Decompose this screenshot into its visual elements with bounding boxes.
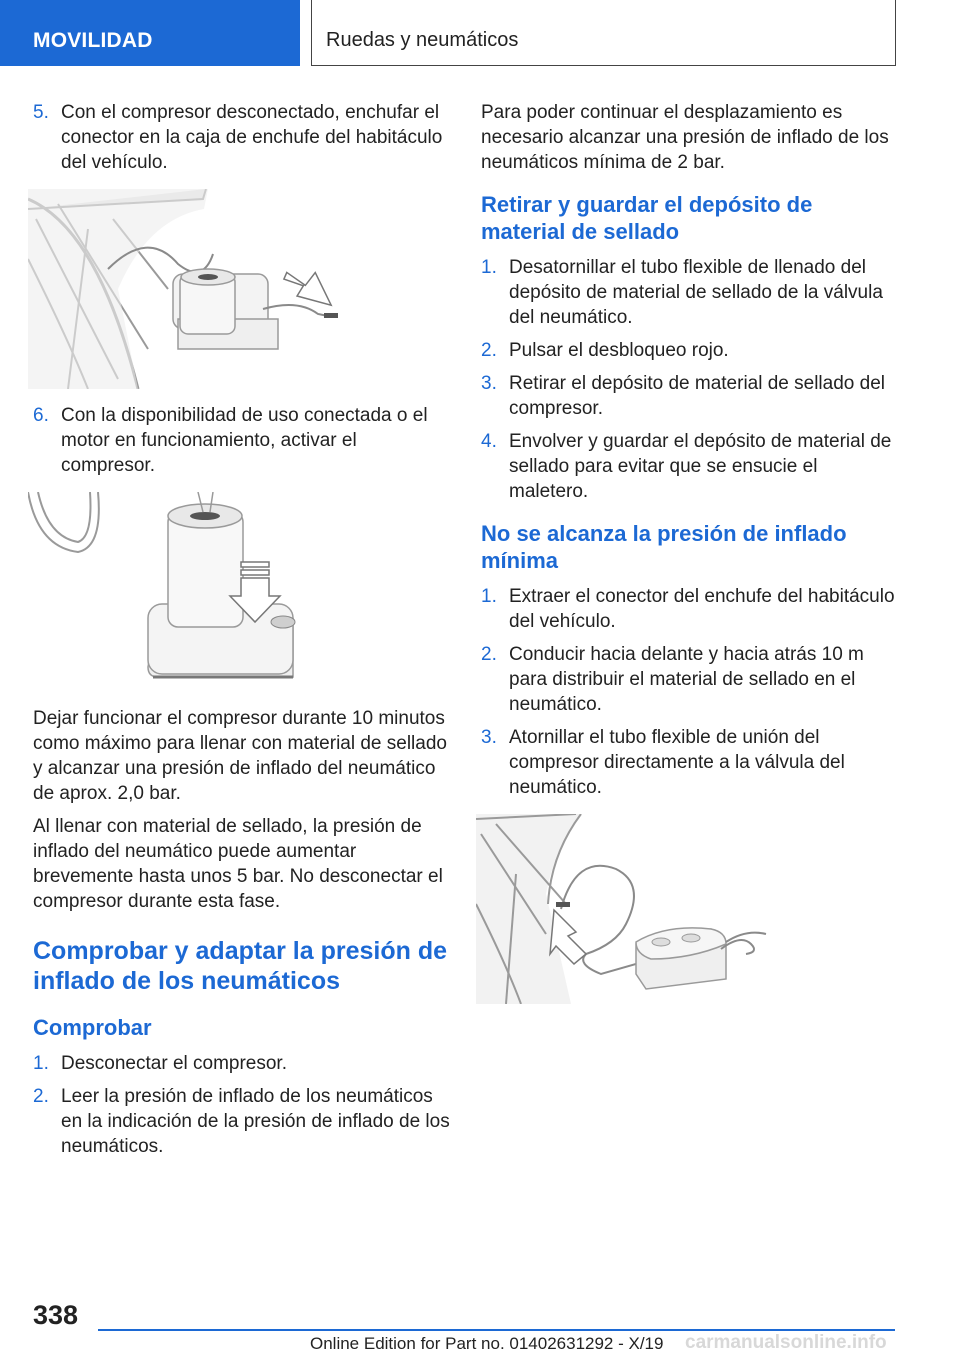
header-chapter-box bbox=[311, 0, 896, 66]
footer-divider bbox=[98, 1329, 895, 1331]
step-number: 1. bbox=[481, 586, 497, 607]
step-item bbox=[33, 1084, 453, 1159]
left-column bbox=[33, 100, 453, 1167]
step-text: Con el compresor desconectado, enchufar el conector en la caja de enchufe del habitáculo del vehículo. bbox=[61, 102, 443, 173]
step-number: 3. bbox=[481, 727, 497, 748]
section-heading: Comprobar y adaptar la presión de inflado de los neumáticos bbox=[33, 937, 447, 995]
step-text: Envolver y guardar el depósito de material de sellado para evitar que se ensucie el maletero. bbox=[509, 431, 892, 502]
step-number: 4. bbox=[481, 431, 497, 452]
step-item bbox=[33, 1051, 453, 1076]
right-column bbox=[481, 100, 901, 1018]
step-item bbox=[481, 255, 901, 330]
step-text: Retirar el depósito de material de sellado del compresor. bbox=[509, 373, 885, 419]
page-number: 338 bbox=[33, 1300, 79, 1330]
step-number: 1. bbox=[481, 257, 497, 278]
step-item bbox=[481, 725, 901, 800]
paragraph: Al llenar con material de sellado, la presión de inflado del neumático puede aumentar brevemente hasta unos 5 bar. No desconectar el compresor durante esta fase. bbox=[33, 816, 443, 912]
compressor-switch-illustration bbox=[28, 492, 448, 692]
step-text: Leer la presión de inflado de los neumáticos en la indicación de la presión de inflado de los neumáticos. bbox=[61, 1086, 450, 1157]
step-text: Atornillar el tubo flexible de unión del compresor directamente a la válvula del neumático. bbox=[509, 727, 845, 798]
step-text: Con la disponibilidad de uso conectada o el motor en funcionamiento, activar el compresor. bbox=[61, 405, 428, 476]
step-item bbox=[481, 584, 901, 634]
header-section-label: MOVILIDAD bbox=[33, 29, 153, 52]
step-text: Conducir hacia delante y hacia atrás 10 m para distribuir el material de sellado en el neumático. bbox=[509, 644, 864, 715]
step-item bbox=[481, 371, 901, 421]
step-item bbox=[33, 403, 453, 478]
step-number: 5. bbox=[33, 102, 49, 123]
subsection-heading: Comprobar bbox=[33, 1015, 152, 1040]
step-text: Extraer el conector del enchufe del habitáculo del vehículo. bbox=[509, 586, 895, 632]
subsection-heading: Retirar y guardar el depósito de material de sellado bbox=[481, 192, 813, 244]
step-number: 2. bbox=[481, 644, 497, 665]
paragraph: Dejar funcionar el compresor durante 10 minutos como máximo para llenar con material de sellado y alcanzar una presión de inflado del neumático de aprox. 2,0 bar. bbox=[33, 708, 447, 804]
footer-edition: Online Edition for Part no. 01402631292 - X/19 bbox=[310, 1334, 664, 1353]
paragraph: Para poder continuar el desplazamiento es necesario alcanzar una presión de inflado de los neumáticos mínima de 2 bar. bbox=[481, 102, 889, 173]
watermark: carmanualsonline.info bbox=[685, 1332, 887, 1353]
step-item bbox=[481, 429, 901, 504]
subsection-heading: No se alcanza la presión de inflado mínima bbox=[481, 521, 847, 573]
compressor-hose-valve-illustration bbox=[476, 814, 896, 1004]
step-item bbox=[481, 642, 901, 717]
step-number: 1. bbox=[33, 1053, 49, 1074]
step-number: 2. bbox=[481, 340, 497, 361]
step-item bbox=[33, 100, 453, 175]
compressor-plug-illustration bbox=[28, 189, 448, 389]
step-number: 3. bbox=[481, 373, 497, 394]
step-text: Desconectar el compresor. bbox=[61, 1053, 287, 1074]
step-text: Pulsar el desbloqueo rojo. bbox=[509, 340, 729, 361]
header-section-tab bbox=[0, 0, 300, 66]
header-chapter-label: Ruedas y neumáticos bbox=[326, 29, 519, 51]
step-number: 6. bbox=[33, 405, 49, 426]
step-text: Desatornillar el tubo flexible de llenado del depósito de material de sellado de la válvula del neumático. bbox=[509, 257, 883, 328]
step-item bbox=[481, 338, 901, 363]
step-number: 2. bbox=[33, 1086, 49, 1107]
